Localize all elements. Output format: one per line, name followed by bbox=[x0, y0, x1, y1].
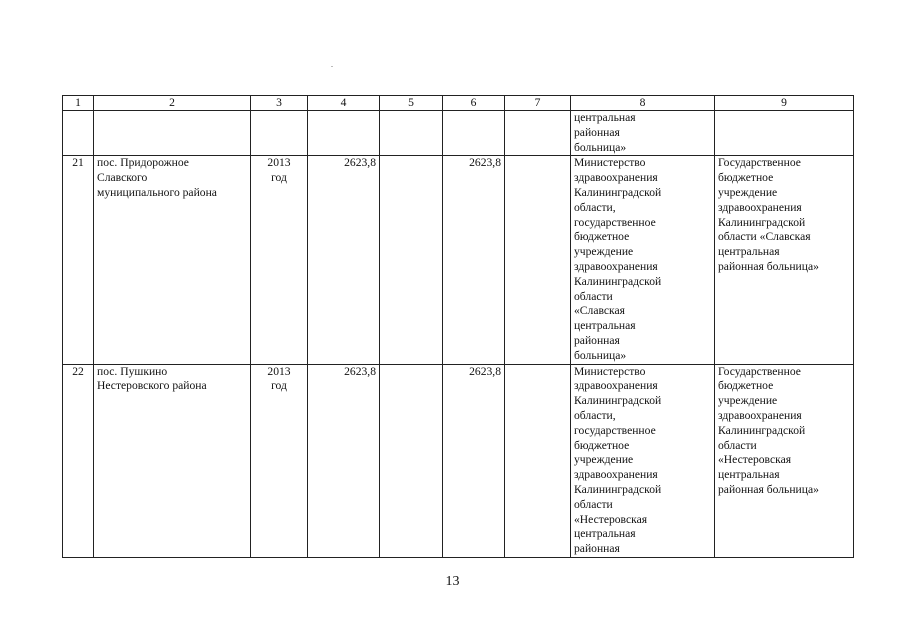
scan-speck bbox=[331, 66, 333, 67]
page-number: 13 bbox=[445, 574, 460, 589]
header-col-6: 6 bbox=[443, 96, 505, 111]
cell-col7 bbox=[505, 156, 571, 364]
header-col-9: 9 bbox=[715, 96, 854, 111]
cell-col7 bbox=[505, 364, 571, 557]
cell-text: Министерство здравоохранения Калининградской области, государственное бюджетное учреждение здравоохранения Калининградской области «Нестеровская центральная районная bbox=[574, 364, 662, 556]
table-header-row bbox=[63, 96, 854, 111]
document-table bbox=[62, 95, 854, 558]
cell-empty bbox=[443, 111, 505, 156]
cell-text: Государственное бюджетное учреждение здравоохранения Калининградской области «Нестеровская центральная районная больница» bbox=[718, 364, 819, 496]
cell-text: центральная районная больница» bbox=[574, 111, 636, 154]
cell-year bbox=[251, 364, 308, 557]
header-col-8: 8 bbox=[571, 96, 715, 111]
header-col-4: 4 bbox=[308, 96, 380, 111]
cell-amount bbox=[443, 156, 505, 364]
cell-text: 22 bbox=[72, 364, 84, 378]
table-row bbox=[63, 364, 854, 557]
cell-customer bbox=[715, 364, 854, 557]
cell-text: Государственное бюджетное учреждение здравоохранения Калининградской области «Славская центральная районная больница» bbox=[718, 156, 819, 273]
cell-year bbox=[251, 156, 308, 364]
cell-amount bbox=[308, 364, 380, 557]
header-col-7: 7 bbox=[505, 96, 571, 111]
cell-number bbox=[63, 156, 94, 364]
table-row-continuation bbox=[63, 111, 854, 156]
cell-empty bbox=[308, 111, 380, 156]
cell-col5 bbox=[380, 156, 443, 364]
cell-customer bbox=[715, 111, 854, 156]
cell-empty bbox=[251, 111, 308, 156]
cell-responsible bbox=[571, 364, 715, 557]
header-col-5: 5 bbox=[380, 96, 443, 111]
table-row bbox=[63, 156, 854, 364]
cell-empty bbox=[380, 111, 443, 156]
cell-location bbox=[94, 156, 251, 364]
cell-text: Министерство здравоохранения Калининградской области, государственное бюджетное учреждение здравоохранения Калининградской области «Славская центральная районная больница» bbox=[574, 156, 662, 362]
cell-empty bbox=[505, 111, 571, 156]
cell-text: 2013 год bbox=[267, 156, 291, 185]
header-col-3: 3 bbox=[251, 96, 308, 111]
cell-text: 21 bbox=[72, 156, 84, 170]
cell-location bbox=[94, 364, 251, 557]
cell-text: пос. Пушкино Нестеровского района bbox=[97, 364, 207, 393]
cell-responsible bbox=[571, 156, 715, 364]
cell-text: 2623,8 bbox=[469, 364, 501, 378]
cell-text: 2013 год bbox=[267, 364, 291, 393]
header-col-2: 2 bbox=[94, 96, 251, 111]
header-col-1: 1 bbox=[63, 96, 94, 111]
cell-text: 2623,8 bbox=[344, 364, 376, 378]
cell-empty bbox=[63, 111, 94, 156]
cell-customer bbox=[715, 156, 854, 364]
cell-number bbox=[63, 364, 94, 557]
cell-empty bbox=[94, 111, 251, 156]
cell-amount bbox=[443, 364, 505, 557]
cell-amount bbox=[308, 156, 380, 364]
cell-col5 bbox=[380, 364, 443, 557]
cell-text: пос. Придорожное Славского муниципального района bbox=[97, 156, 217, 199]
cell-text: 2623,8 bbox=[344, 156, 376, 170]
cell-responsible bbox=[571, 111, 715, 156]
cell-text: 2623,8 bbox=[469, 156, 501, 170]
